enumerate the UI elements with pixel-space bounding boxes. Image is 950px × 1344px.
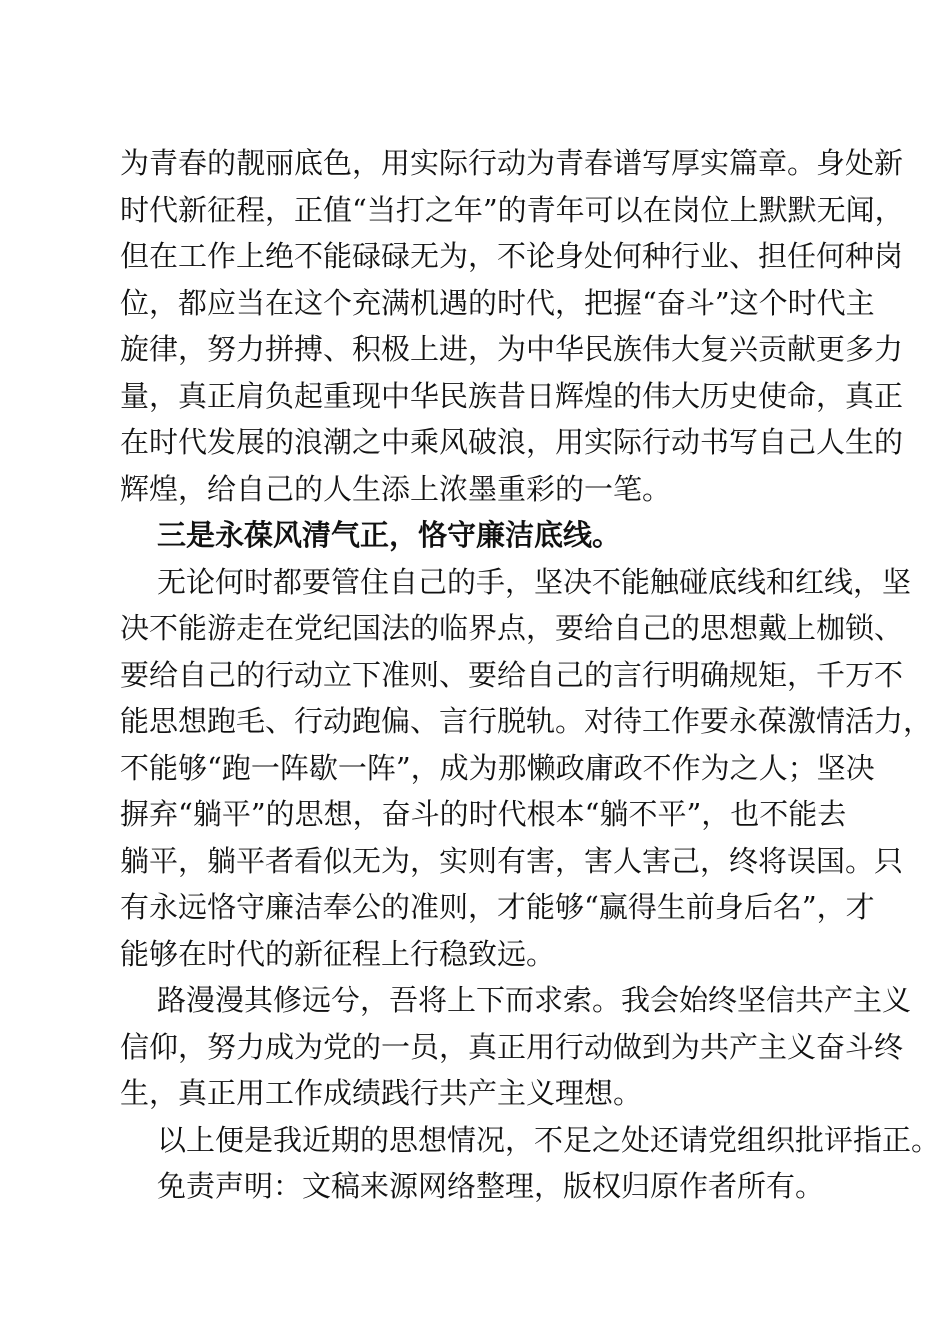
text-line: 但在工作上绝不能碌碌无为，不论身处何种行业、担任何种岗	[120, 239, 904, 273]
paragraph-integrity	[120, 559, 933, 978]
text-line: 时代新征程，正值“当打之年”的青年可以在岗位上默默无闻，	[120, 192, 904, 227]
text-line: 位，都应当在这个充满机遇的时代，把握“奋斗”这个时代主	[120, 285, 875, 320]
text-line: 躺平，躺平者看似无为，实则有害，害人害己，终将误国。只	[120, 843, 904, 878]
text-line: 能思想跑毛、行动跑偏、言行脱轨。对待工作要永葆激情活力，	[120, 704, 933, 738]
text-line: 不能够“跑一阵歇一阵”，成为那懒政庸政不作为之人；坚决	[120, 750, 875, 785]
text-line: 有永远恪守廉洁奉公的准则，才能够“赢得生前身后名”，才	[120, 890, 875, 924]
text-line: 摒弃“躺平”的思想，奋斗的时代根本“躺不平”，也不能去	[120, 797, 847, 831]
paragraph-closing	[120, 1117, 941, 1164]
text-line: 能够在时代的新征程上行稳致远。	[120, 936, 556, 971]
text-line: 以上便是我近期的思想情况，不足之处还请党组织批评指正。	[157, 1122, 941, 1157]
text-line: 为青春的靓丽底色，用实际行动为青春谱写厚实篇章。身处新	[120, 146, 904, 180]
document-body	[120, 140, 941, 1210]
text-line: 三是永葆风清气正，恪守廉洁底线。	[157, 518, 622, 552]
paragraph-youth-struggle	[120, 140, 904, 512]
paragraph-disclaimer	[120, 1163, 840, 1210]
text-line: 信仰，努力成为党的一员，真正用行动做到为共产主义奋斗终	[120, 1029, 904, 1064]
paragraph-resolution	[120, 977, 912, 1117]
text-line: 要给自己的行动立下准则、要给自己的言行明确规矩，千万不	[120, 657, 904, 692]
text-line: 量，真正肩负起重现中华民族昔日辉煌的伟大历史使命，真正	[120, 378, 904, 413]
text-line: 旋律，努力拼搏、积极上进，为中华民族伟大复兴贡献更多力	[120, 332, 904, 366]
text-line: 免责声明：文稿来源网络整理，版权归原作者所有。	[157, 1169, 825, 1203]
text-line: 决不能游走在党纪国法的临界点，要给自己的思想戴上枷锁、	[120, 611, 904, 645]
text-line: 在时代发展的浪潮之中乘风破浪，用实际行动书写自己人生的	[120, 425, 904, 459]
section-heading-integrity	[120, 512, 840, 559]
text-line: 路漫漫其修远兮，吾将上下而求索。我会始终坚信共产主义	[157, 983, 912, 1017]
text-line: 无论何时都要管住自己的手，坚决不能触碰底线和红线，坚	[157, 564, 912, 599]
text-line: 辉煌，给自己的人生添上浓墨重彩的一笔。	[120, 471, 672, 506]
text-line: 生，真正用工作成绩践行共产主义理想。	[120, 1076, 643, 1110]
